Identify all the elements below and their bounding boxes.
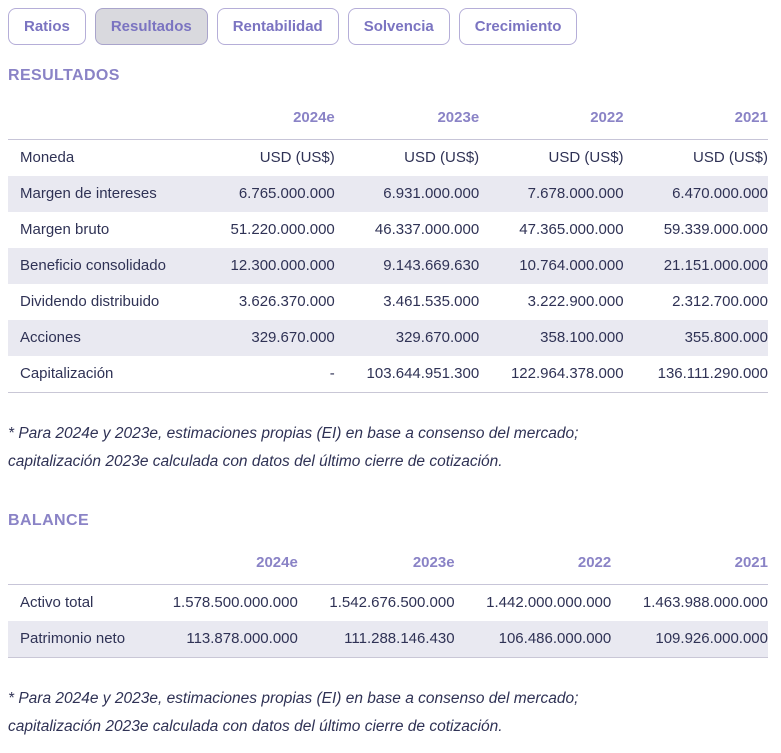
column-header-2022: 2022 (455, 542, 612, 585)
row-label: Moneda (20, 149, 75, 166)
cell-value: USD (US$) (404, 149, 480, 166)
section-heading-resultados: RESULTADOS (8, 67, 120, 84)
tab-ratios[interactable]: Ratios (8, 8, 86, 45)
footnote-line: * Para 2024e y 2023e, estimaciones propias (EI) en base a consenso del mercado; (8, 690, 579, 707)
row-label: Margen de intereses (20, 185, 157, 202)
cell-value: 12.300.000.000 (230, 257, 335, 274)
cell-value: 355.800.000 (684, 329, 768, 346)
cell-value: 7.678.000.000 (527, 185, 624, 202)
cell-value: 47.365.000.000 (519, 221, 624, 238)
row-label: Acciones (20, 329, 81, 346)
tab-resultados[interactable]: Resultados (95, 8, 208, 45)
column-header-empty (8, 97, 190, 140)
footnote-line: capitalización 2023e calculada con datos del último cierre de cotización. (8, 718, 503, 735)
column-header-2021: 2021 (611, 542, 768, 585)
cell-value: USD (US$) (548, 149, 624, 166)
column-header-empty (8, 542, 141, 585)
row-label: Activo total (20, 594, 94, 611)
section-heading-balance: BALANCE (8, 512, 90, 529)
row-label: Beneficio consolidado (20, 257, 166, 274)
footnote-line: capitalización 2023e calculada con datos del último cierre de cotización. (8, 453, 503, 470)
tab-bar (8, 8, 768, 45)
cell-value: 3.461.535.000 (383, 293, 480, 310)
column-header-2023e: 2023e (335, 97, 479, 140)
cell-value: 6.470.000.000 (672, 185, 768, 202)
tab-solvencia[interactable]: Solvencia (348, 8, 450, 45)
column-header-2024e: 2024e (141, 542, 298, 585)
column-header-2021: 2021 (624, 97, 768, 140)
cell-value: 106.486.000.000 (455, 621, 612, 658)
cell-value: 51.220.000.000 (230, 221, 335, 238)
cell-value: 1.463.988.000.000 (642, 594, 768, 611)
cell-value: 10.764.000.000 (519, 257, 624, 274)
tab-crecimiento[interactable]: Crecimiento (459, 8, 578, 45)
row-label: Dividendo distribuido (20, 293, 160, 310)
resultados-table (8, 97, 768, 393)
row-label: Patrimonio neto (8, 621, 141, 658)
cell-value: 9.143.669.630 (383, 257, 480, 274)
cell-value: 46.337.000.000 (374, 221, 480, 238)
cell-value: USD (US$) (259, 149, 335, 166)
table-row (8, 248, 768, 284)
cell-value: 358.100.000 (540, 329, 624, 346)
footnote-line: * Para 2024e y 2023e, estimaciones propias (EI) en base a consenso del mercado; (8, 425, 579, 442)
table-header-row (8, 542, 768, 585)
cell-value: 21.151.000.000 (663, 257, 768, 274)
column-header-2022: 2022 (479, 97, 623, 140)
cell-value: 122.964.378.000 (479, 356, 623, 393)
column-header-2024e: 2024e (190, 97, 334, 140)
row-label: Capitalización (8, 356, 190, 393)
table-header-row (8, 97, 768, 140)
table-row (8, 176, 768, 212)
table-row (8, 356, 768, 393)
table-row (8, 212, 768, 248)
cell-value: 1.578.500.000.000 (172, 594, 298, 611)
cell-value: 2.312.700.000 (672, 293, 768, 310)
resultados-footnote (8, 420, 768, 476)
cell-value: 1.442.000.000.000 (486, 594, 612, 611)
cell-value: - (190, 356, 334, 393)
table-row (8, 140, 768, 177)
cell-value: 3.626.370.000 (238, 293, 335, 310)
table-row (8, 621, 768, 658)
table-row (8, 320, 768, 356)
cell-value: USD (US$) (692, 149, 768, 166)
tab-rentabilidad[interactable]: Rentabilidad (217, 8, 339, 45)
cell-value: 6.765.000.000 (238, 185, 335, 202)
cell-value: 111.288.146.430 (298, 621, 455, 658)
cell-value: 3.222.900.000 (527, 293, 624, 310)
row-label: Margen bruto (20, 221, 110, 238)
balance-table (8, 542, 768, 658)
cell-value: 329.670.000 (251, 329, 335, 346)
cell-value: 1.542.676.500.000 (329, 594, 455, 611)
cell-value: 59.339.000.000 (663, 221, 768, 238)
cell-value: 6.931.000.000 (383, 185, 480, 202)
column-header-2023e: 2023e (298, 542, 455, 585)
cell-value: 103.644.951.300 (335, 356, 479, 393)
cell-value: 329.670.000 (395, 329, 480, 346)
cell-value: 113.878.000.000 (141, 621, 298, 658)
balance-footnote (8, 685, 768, 741)
table-row (8, 585, 768, 622)
cell-value: 136.111.290.000 (624, 356, 768, 393)
cell-value: 109.926.000.000 (611, 621, 768, 658)
table-row (8, 284, 768, 320)
